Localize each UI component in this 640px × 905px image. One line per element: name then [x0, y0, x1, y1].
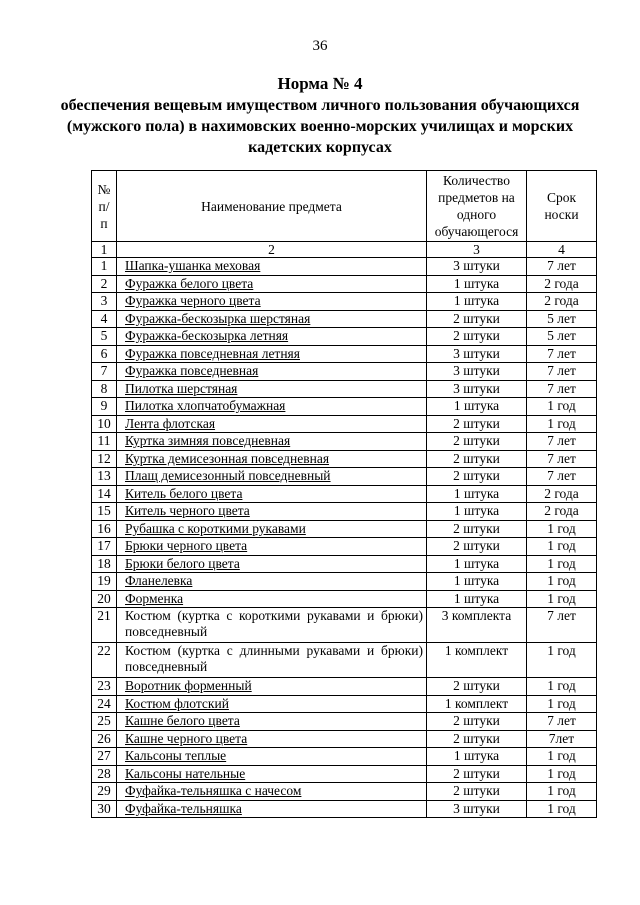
wear-term: 1 год	[527, 555, 597, 573]
item-quantity: 2 штуки	[427, 468, 527, 486]
wear-term: 7 лет	[527, 450, 597, 468]
wear-term: 7 лет	[527, 363, 597, 381]
item-name: Шапка-ушанка меховая	[117, 258, 427, 276]
row-number: 7	[92, 363, 117, 381]
item-name: Воротник форменный	[117, 678, 427, 696]
wear-term: 1 год	[527, 765, 597, 783]
wear-term: 2 года	[527, 293, 597, 311]
table-row	[92, 468, 597, 486]
item-name: Брюки черного цвета	[117, 538, 427, 556]
wear-term: 1 год	[527, 520, 597, 538]
row-number: 28	[92, 765, 117, 783]
item-name: Фуражка повседневная летняя	[117, 345, 427, 363]
row-number: 6	[92, 345, 117, 363]
item-quantity: 2 штуки	[427, 450, 527, 468]
wear-term: 7 лет	[527, 713, 597, 731]
item-quantity: 2 штуки	[427, 765, 527, 783]
column-number: 3	[427, 242, 527, 258]
item-quantity: 1 штука	[427, 398, 527, 416]
row-number: 13	[92, 468, 117, 486]
table-row	[92, 415, 597, 433]
item-quantity: 1 штука	[427, 293, 527, 311]
row-number: 26	[92, 730, 117, 748]
row-number: 8	[92, 380, 117, 398]
item-name: Рубашка с короткими рукавами	[117, 520, 427, 538]
table-row	[92, 643, 597, 678]
item-name: Фуфайка-тельняшка	[117, 800, 427, 818]
item-name: Плащ демисезонный повседневный	[117, 468, 427, 486]
item-name: Куртка демисезонная повседневная	[117, 450, 427, 468]
header-qty: Количество предметов на одного обучающегося	[427, 171, 527, 242]
item-quantity: 2 штуки	[427, 415, 527, 433]
row-number: 17	[92, 538, 117, 556]
wear-term: 2 года	[527, 503, 597, 521]
item-quantity: 1 комплект	[427, 695, 527, 713]
table-header	[92, 171, 597, 258]
item-quantity: 3 штуки	[427, 363, 527, 381]
table-row	[92, 765, 597, 783]
row-number: 11	[92, 433, 117, 451]
row-number: 29	[92, 783, 117, 801]
column-number: 1	[92, 242, 117, 258]
row-number: 12	[92, 450, 117, 468]
item-quantity: 1 штука	[427, 590, 527, 608]
wear-term: 1 год	[527, 678, 597, 696]
row-number: 20	[92, 590, 117, 608]
row-number: 10	[92, 415, 117, 433]
wear-term: 1 год	[527, 695, 597, 713]
row-number: 24	[92, 695, 117, 713]
header-term: Срок носки	[527, 171, 597, 242]
table-row	[92, 485, 597, 503]
wear-term: 7 лет	[527, 433, 597, 451]
table-row	[92, 608, 597, 643]
table-row	[92, 363, 597, 381]
item-quantity: 2 штуки	[427, 713, 527, 731]
wear-term: 5 лет	[527, 328, 597, 346]
table-row	[92, 328, 597, 346]
row-number: 25	[92, 713, 117, 731]
item-quantity: 3 штуки	[427, 800, 527, 818]
row-number: 27	[92, 748, 117, 766]
table-row	[92, 555, 597, 573]
item-name: Костюм флотский	[117, 695, 427, 713]
wear-term: 7 лет	[527, 468, 597, 486]
wear-term: 1 год	[527, 415, 597, 433]
wear-term: 1 год	[527, 398, 597, 416]
item-name: Лента флотская	[117, 415, 427, 433]
item-name: Костюм (куртка с короткими рукавами и брюки) повседневный	[117, 608, 427, 643]
table-row	[92, 730, 597, 748]
item-name: Фуражка-бескозырка шерстяная	[117, 310, 427, 328]
document-title: Норма № 4	[277, 74, 363, 93]
row-number: 5	[92, 328, 117, 346]
table-row	[92, 503, 597, 521]
item-quantity: 3 штуки	[427, 258, 527, 276]
item-name: Пилотка хлопчатобумажная	[117, 398, 427, 416]
row-number: 4	[92, 310, 117, 328]
row-number: 3	[92, 293, 117, 311]
item-name: Костюм (куртка с длинными рукавами и брюки) повседневный	[117, 643, 427, 678]
row-number: 1	[92, 258, 117, 276]
table-row	[92, 310, 597, 328]
table-row	[92, 398, 597, 416]
item-name: Фуражка белого цвета	[117, 275, 427, 293]
table-row	[92, 258, 597, 276]
table-row	[92, 538, 597, 556]
item-quantity: 1 комплект	[427, 643, 527, 678]
item-quantity: 2 штуки	[427, 328, 527, 346]
document-subtitle: обеспечения вещевым имуществом личного пользования обучающихся (мужского пола) в нахимовских военно-морских училищах и морских кадетских корпусах	[60, 97, 580, 156]
item-quantity: 3 комплекта	[427, 608, 527, 643]
table-row	[92, 293, 597, 311]
item-quantity: 1 штука	[427, 485, 527, 503]
table-row	[92, 433, 597, 451]
table-row	[92, 345, 597, 363]
table-row	[92, 695, 597, 713]
column-number: 4	[527, 242, 597, 258]
item-name: Кальсоны нательные	[117, 765, 427, 783]
item-quantity: 1 штука	[427, 748, 527, 766]
table-row	[92, 713, 597, 731]
item-quantity: 3 штуки	[427, 380, 527, 398]
table-row	[92, 450, 597, 468]
table-row	[92, 590, 597, 608]
wear-term: 1 год	[527, 800, 597, 818]
wear-term: 7лет	[527, 730, 597, 748]
item-quantity: 2 штуки	[427, 310, 527, 328]
wear-term: 1 год	[527, 783, 597, 801]
row-number: 2	[92, 275, 117, 293]
item-name: Брюки белого цвета	[117, 555, 427, 573]
wear-term: 1 год	[527, 573, 597, 591]
item-quantity: 1 штука	[427, 573, 527, 591]
item-name: Фуфайка-тельняшка с начесом	[117, 783, 427, 801]
item-quantity: 2 штуки	[427, 678, 527, 696]
table-body	[92, 258, 597, 818]
table-row	[92, 275, 597, 293]
table-row	[92, 380, 597, 398]
table-row	[92, 573, 597, 591]
item-name: Пилотка шерстяная	[117, 380, 427, 398]
wear-term: 2 года	[527, 485, 597, 503]
item-quantity: 1 штука	[427, 503, 527, 521]
item-name: Кашне черного цвета	[117, 730, 427, 748]
row-number: 9	[92, 398, 117, 416]
item-quantity: 3 штуки	[427, 345, 527, 363]
wear-term: 1 год	[527, 538, 597, 556]
header-name: Наименование предмета	[117, 171, 427, 242]
table-row	[92, 800, 597, 818]
row-number: 23	[92, 678, 117, 696]
table-row	[92, 678, 597, 696]
item-name: Форменка	[117, 590, 427, 608]
column-number: 2	[117, 242, 427, 258]
wear-term: 7 лет	[527, 258, 597, 276]
row-number: 21	[92, 608, 117, 643]
wear-term: 2 года	[527, 275, 597, 293]
item-name: Кашне белого цвета	[117, 713, 427, 731]
header-num: № п/п	[92, 171, 117, 242]
wear-term: 1 год	[527, 643, 597, 678]
item-name: Фуражка повседневная	[117, 363, 427, 381]
item-quantity: 2 штуки	[427, 520, 527, 538]
row-number: 22	[92, 643, 117, 678]
table-row	[92, 520, 597, 538]
item-name: Кальсоны теплые	[117, 748, 427, 766]
table-row	[92, 783, 597, 801]
row-number: 14	[92, 485, 117, 503]
item-name: Куртка зимняя повседневная	[117, 433, 427, 451]
norm-table	[91, 170, 597, 818]
table-row	[92, 748, 597, 766]
wear-term: 5 лет	[527, 310, 597, 328]
wear-term: 7 лет	[527, 345, 597, 363]
wear-term: 1 год	[527, 748, 597, 766]
item-quantity: 2 штуки	[427, 538, 527, 556]
item-quantity: 1 штука	[427, 275, 527, 293]
wear-term: 1 год	[527, 590, 597, 608]
row-number: 30	[92, 800, 117, 818]
item-name: Китель черного цвета	[117, 503, 427, 521]
row-number: 15	[92, 503, 117, 521]
item-name: Фуражка-бескозырка летняя	[117, 328, 427, 346]
row-number: 16	[92, 520, 117, 538]
row-number: 18	[92, 555, 117, 573]
row-number: 19	[92, 573, 117, 591]
item-quantity: 1 штука	[427, 555, 527, 573]
item-quantity: 2 штуки	[427, 783, 527, 801]
wear-term: 7 лет	[527, 380, 597, 398]
page-number: 36	[312, 38, 328, 54]
item-name: Китель белого цвета	[117, 485, 427, 503]
wear-term: 7 лет	[527, 608, 597, 643]
item-quantity: 2 штуки	[427, 730, 527, 748]
item-name: Фланелевка	[117, 573, 427, 591]
item-name: Фуражка черного цвета	[117, 293, 427, 311]
item-quantity: 2 штуки	[427, 433, 527, 451]
